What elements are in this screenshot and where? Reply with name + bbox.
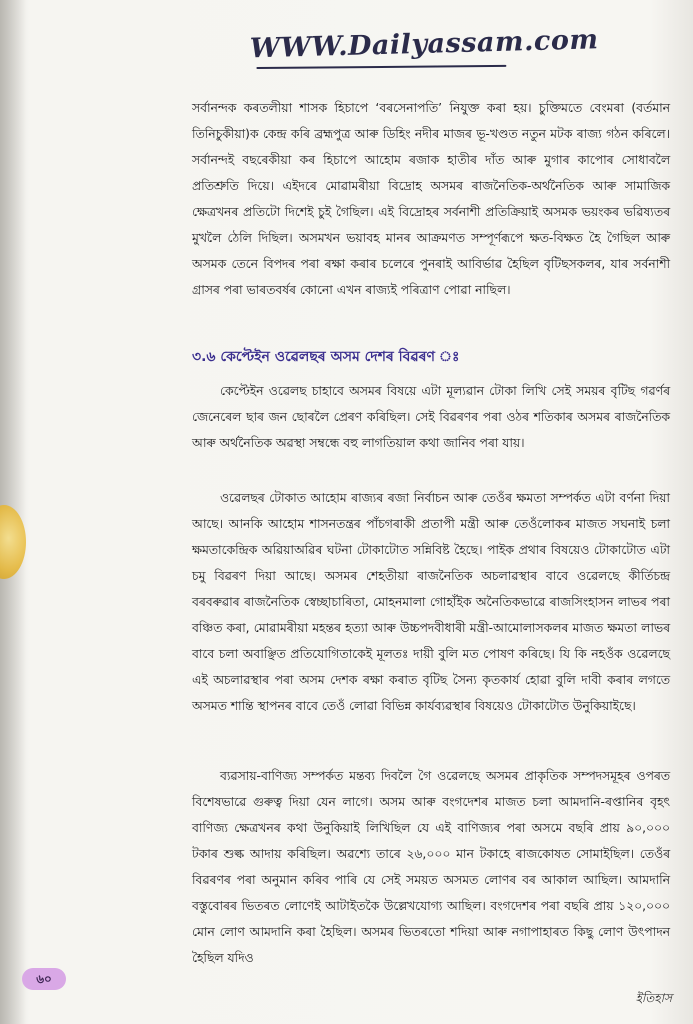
watermark-text: WWW.Dailyassam.com [249, 24, 599, 65]
paragraph-welsh-intro: কেপ্টেইন ওৱেলছ চাহাবে অসমৰ বিষয়ে এটা মূল্যৱান টোকা লিখি সেই সময়ৰ বৃটিছ গৱৰ্ণৰ জেনেৰেল ছাৰ জন ছোৰলৈ প্ৰেৰণ কৰিছিল। সেই বিৱৰণৰ পৰা ওঠৰ শতিকাৰ অসমৰ ৰাজনৈতিক আৰু অৰ্থনৈতিক অৱস্থা সম্বন্ধে বহু লাগতিয়াল কথা জানিব পৰা যায়। [192, 384, 670, 450]
paragraph-welsh-politics: ওৱেলছৰ টোকাত আহোম ৰাজ্যৰ ৰজা নিৰ্বাচন আৰু তেওঁৰ ক্ষমতা সম্পৰ্কত এটা বৰ্ণনা দিয়া আছে। আনকি আহোম শাসনতন্ত্ৰৰ পাঁচগৰাকী প্ৰতাপী মন্ত্ৰী আৰু তেওঁলোকৰ মাজত সঘনাই চলা ক্ষমতাকেন্দ্ৰিক অৱিয়াঅৱিৰ ঘটনা টোকাটোত সন্নিবিষ্ট হৈছে। পাইক প্ৰথাৰ বিষয়েও টোকাটোত এটা চমু বিৱৰণ দিয়া আছে। অসমৰ শেহতীয়া ৰাজনৈতিক অচলাৱস্থাৰ বাবে ওৱেলছে কীৰ্তিচন্দ্ৰ বৰবৰুৱাৰ ৰাজনৈতিক স্বেচ্ছাচাৰিতা, মোহনমালা গোহাঁইক অনৈতিকভাৱে ৰাজসিংহাসন লাভৰ পৰা বঞ্চিত কৰা, মোৱামৰীয়া মহন্তৰ হত্যা আৰু উচ্চপদবীধাৰী মন্ত্ৰী-আমোলাসকলৰ মাজত ক্ষমতা লাভৰ বাবে চলা অবাঞ্ছিত প্ৰতিযোগিতাকেই মূলতঃ দায়ী বুলি মত পোষণ কৰিছে। যি কি নহওঁক ওৱেলছে এই অচলাৱস্থাৰ পৰা অসম দেশক ৰক্ষা কৰাত বৃটিছ সৈন্য কৃতকাৰ্য হোৱা বুলি দাবী কৰাৰ লগতে অসমত শান্তি স্থাপনৰ বাবে তেওঁ লোৱা বিভিন্ন কাৰ্যব্যৱস্থাৰ বিষয়েও টোকাটোত উনুকিয়াইছে। [192, 491, 670, 713]
website-watermark [249, 24, 599, 78]
watermark-underline [256, 65, 506, 69]
section-heading: ৩.৬ কেপ্টেইন ওৱেলছৰ অসম দেশৰ বিৱৰণ ঃ [192, 349, 460, 365]
page-number-badge: ৬০ [22, 968, 66, 990]
paragraph-welsh-trade: ব্যৱসায়-বাণিজ্য সম্পৰ্কত মন্তব্য দিবলৈ গৈ ওৱেলছে অসমৰ প্ৰাকৃতিক সম্পদসমূহৰ ওপৰত বিশেষভাৱে গুৰুত্ব দিয়া যেন লাগে। অসম আৰু বংগদেশৰ মাজত চলা আমদানি-ৰপ্তানিৰ বৃহৎ বাণিজ্য ক্ষেত্ৰখনৰ কথা উনুকিয়াই লিখিছিল যে এই বাণিজ্যৰ পৰা অসমে বছৰি প্ৰায় ৯০,০০০ টকাৰ শুল্ক আদায় কৰিছিল। অৱশ্যে তাৰে ২৬,০০০ মান টকাহে ৰাজকোষত সোমাইছিল। তেওঁৰ বিৱৰণৰ পৰা অনুমান কৰিব পাৰি যে সেই সময়ত অসমত লোণৰ বৰ আকাল আছিল। আমদানি বস্তুবোৰৰ ভিতৰত লোণেই আটাইতকৈ উল্লেখযোগ্য আছিল। বংগদেশৰ পৰা বছৰি প্ৰায় ১২০,০০০ মোন লোণ আমদানি কৰা হৈছিল। অসমৰ ভিতৰতো শদিয়া আৰু নগাপাহাৰত কিছু লোণ উৎপাদন হৈছিল যদিও [192, 769, 670, 965]
paragraph-mataks: সৰ্বানন্দক কৰতলীয়া শাসক হিচাপে ‘বৰসেনাপতি’ নিযুক্ত কৰা হয়। চুক্তিমতে বেংমৰা (বৰ্তমান তিনিচুকীয়া)ক কেন্দ্ৰ কৰি ব্ৰহ্মপুত্ৰ আৰু ডিহিং নদীৰ মাজৰ ভূ-খণ্ডত নতুন মটক ৰাজ্য গঠন কৰিলে। সৰ্বানন্দই বছৰেকীয়া কৰ হিচাপে আহোম ৰজাক হাতীৰ দাঁত আৰু মুগাৰ কাপোৰ সোধাবলৈ প্ৰতিশ্ৰুতি দিয়ে। এইদৰে মোৱামৰীয়া বিদ্ৰোহ অসমৰ ৰাজনৈতিক-অৰ্থনৈতিক আৰু সামাজিক ক্ষেত্ৰখনৰ প্ৰতিটো দিশেই চুই গৈছিল। এই বিদ্ৰোহৰ সৰ্বনাশী প্ৰতিক্ৰিয়াই অসমক ভয়ংকৰ ভৱিষ্যতৰ মুখলৈ ঠেলি দিছিল। অসমখন ভয়াবহ মানৰ আক্ৰমণত সম্পূৰ্ণৰূপে ক্ষত-বিক্ষত হৈ গৈছিল আৰু অসমক তেনে বিপদৰ পৰা ৰক্ষা কৰাৰ চলেৰে পুনৰাই আবিৰ্ভাৱ হৈছিল বৃটিছসকলৰ, যাৰ সৰ্বনাশী গ্ৰাসৰ পৰা ভাৰতবৰ্ষৰ কোনো এখন ৰাজ্যই পৰিত্ৰাণ পোৱা নাছিল। [192, 101, 670, 297]
book-title: ইতিহাস [635, 991, 672, 1005]
